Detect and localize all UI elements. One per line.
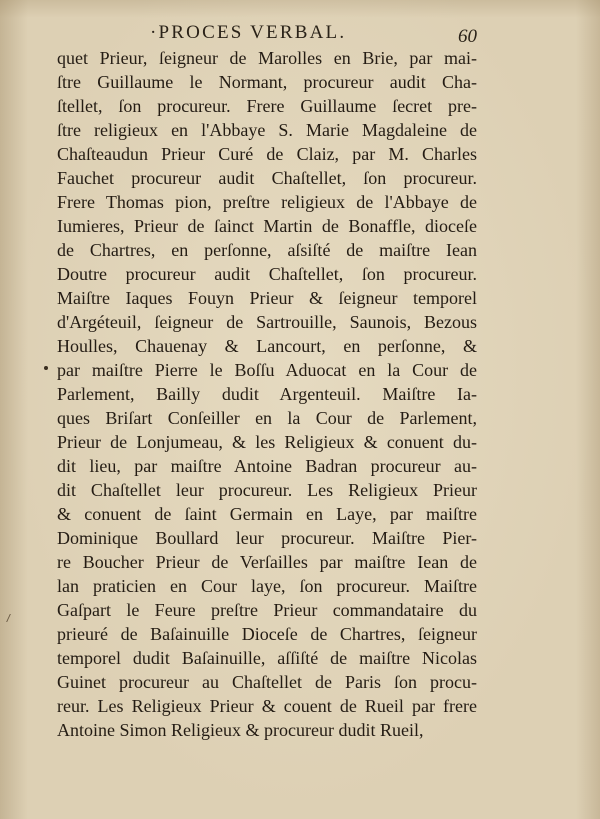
margin-dot <box>44 366 48 370</box>
text-line: quet Prieur, ſeigneur de Marolles en Brie, par mai- <box>57 48 477 68</box>
text-line: Houlles, Chauenay & Lancourt, en perſonne, & <box>57 336 477 356</box>
text-line: temporel dudit Baſainuille, aſſiſté de maiſtre Nicolas <box>57 648 477 668</box>
text-line: ſtre Guillaume le Normant, procureur audit Cha- <box>57 72 477 92</box>
text-line: Iumieres, Prieur de ſainct Martin de Bonaffle, dioceſe <box>57 216 477 236</box>
text-line: Frere Thomas pion, preſtre religieux de l'Abbaye de <box>57 192 477 212</box>
text-line: ſtellet, ſon procureur. Frere Guillaume ſecret pre- <box>57 96 477 116</box>
text-line: ſtre religieux en l'Abbaye S. Marie Magdaleine de <box>57 120 477 140</box>
text-line: Doutre procureur audit Chaſtellet, ſon procureur. <box>57 264 477 284</box>
text-line: par maiſtre Pierre le Boſſu Aduocat en la Cour de <box>57 360 477 380</box>
text-line: Chaſteaudun Prieur Curé de Claiz, par M. Charles <box>57 144 477 164</box>
text-line: lan praticien en Cour laye, ſon procureur. Maiſtre <box>57 576 477 596</box>
text-line: Dominique Boullard leur procureur. Maiſtre Pier- <box>57 528 477 548</box>
text-line: Parlement, Bailly dudit Argenteuil. Maiſtre Ia- <box>57 384 477 404</box>
text-line: prieuré de Baſainuille Dioceſe de Chartres, ſeigneur <box>57 624 477 644</box>
running-title: ·PROCES VERBAL. <box>150 22 347 43</box>
body-text <box>57 46 477 742</box>
text-line: Guinet procureur au Chaſtellet de Paris ſon procu- <box>57 672 477 692</box>
text-line: d'Argéteuil, ſeigneur de Sartrouille, Saunois, Bezous <box>57 312 477 332</box>
running-head <box>0 22 600 48</box>
text-line: & conuent de ſaint Germain en Laye, par maiſtre <box>57 504 477 524</box>
text-line: Fauchet procureur audit Chaſtellet, ſon procureur. <box>57 168 477 188</box>
text-line: Maiſtre Iaques Fouyn Prieur & ſeigneur temporel <box>57 288 477 308</box>
text-line: Gaſpart le Feure preſtre Prieur commandataire du <box>57 600 477 620</box>
text-line: de Chartres, en perſonne, aſsiſté de maiſtre Iean <box>57 240 477 260</box>
text-line: dit lieu, par maiſtre Antoine Badran procureur au- <box>57 456 477 476</box>
text-line: Antoine Simon Religieux & procureur dudit Rueil, <box>57 720 424 740</box>
text-line: re Boucher Prieur de Verſailles par maiſtre Iean de <box>57 552 477 572</box>
margin-mark <box>6 614 17 622</box>
page-number: 60 <box>458 26 477 47</box>
text-line: ques Briſart Conſeiller en la Cour de Parlement, <box>57 408 477 428</box>
text-line: reur. Les Religieux Prieur & couent de Rueil par frere <box>57 696 477 716</box>
text-line: dit Chaſtellet leur procureur. Les Religieux Prieur <box>57 480 477 500</box>
text-line: Prieur de Lonjumeau, & les Religieux & conuent du- <box>57 432 477 452</box>
